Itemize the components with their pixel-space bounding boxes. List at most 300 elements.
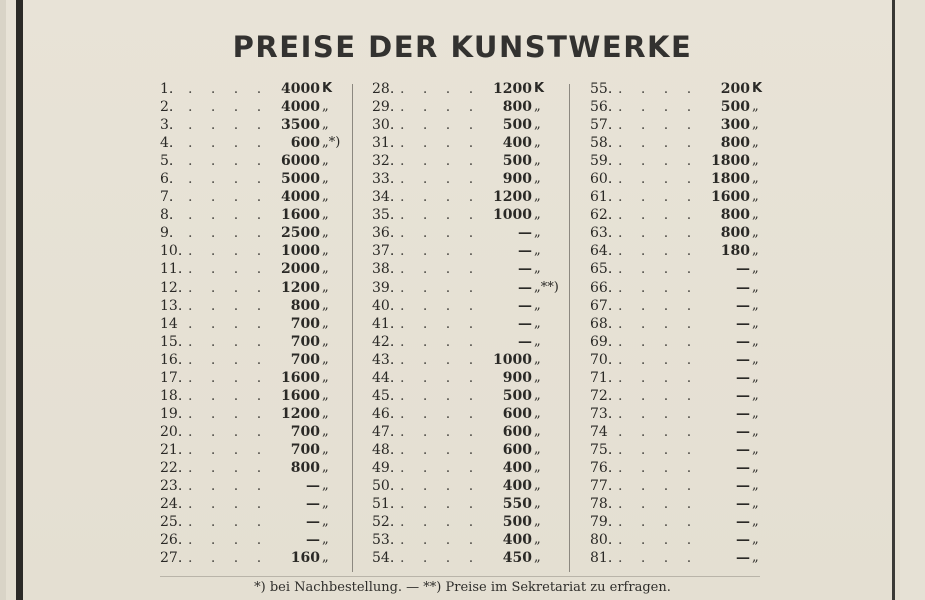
price-row (160, 134, 360, 152)
price-row (372, 297, 572, 315)
artwork-number: 12. (160, 279, 183, 296)
price-row (590, 387, 790, 405)
price-row (372, 369, 572, 387)
leader-dots: . . . . (400, 171, 481, 188)
artwork-number: 33. (372, 171, 395, 188)
artwork-price: 1200 (493, 189, 532, 206)
currency-unit: „ (752, 261, 759, 277)
price-row (160, 98, 360, 116)
artwork-number: 73. (590, 405, 613, 422)
currency-unit: „**) (534, 279, 559, 295)
leader-dots: . . . . (618, 333, 699, 350)
artwork-number: 30. (372, 117, 395, 134)
currency-unit: „ (752, 532, 759, 548)
artwork-number: 22. (160, 459, 183, 476)
price-row (372, 116, 572, 134)
artwork-price: 800 (290, 459, 320, 476)
artwork-number: 39. (372, 279, 395, 296)
currency-unit: „ (322, 279, 329, 295)
artwork-price: 450 (502, 550, 532, 567)
price-row (372, 513, 572, 531)
leader-dots: . . . . (618, 387, 699, 404)
artwork-number: 68. (590, 315, 613, 332)
price-row (160, 260, 360, 278)
price-row (372, 98, 572, 116)
leader-dots: . . . . (618, 81, 699, 97)
currency-unit: „ (534, 153, 541, 169)
artwork-price: 1600 (281, 207, 320, 224)
leader-dots: . . . . (400, 333, 481, 350)
artwork-price: 900 (502, 171, 532, 188)
leader-dots: . . . . (188, 153, 269, 170)
currency-unit: „ (752, 207, 759, 223)
currency-unit: „ (534, 387, 541, 403)
leader-dots: . . . . (400, 81, 481, 97)
leader-dots: . . . . (400, 207, 481, 224)
artwork-price: 160 (290, 550, 320, 567)
artwork-price: — (518, 297, 532, 314)
price-row (590, 333, 790, 351)
currency-unit: „ (322, 333, 329, 349)
artwork-number: 57. (590, 117, 613, 134)
currency-unit: „ (534, 243, 541, 259)
currency-unit: „ (534, 496, 541, 512)
price-row (372, 477, 572, 495)
artwork-number: 44. (372, 369, 395, 386)
page-edge (0, 0, 6, 600)
leader-dots: . . . . (618, 405, 699, 422)
leader-dots: . . . . (618, 135, 699, 152)
currency-unit: „ (534, 333, 541, 349)
artwork-number: 81. (590, 550, 613, 567)
currency-unit: „ (534, 459, 541, 475)
currency-unit: „ (322, 550, 329, 566)
currency-unit: „ (322, 441, 329, 457)
price-row (590, 459, 790, 477)
currency-unit: „ (534, 297, 541, 313)
leader-dots: . . . . (618, 423, 699, 440)
leader-dots: . . . . (188, 117, 269, 134)
currency-unit: „ (534, 532, 541, 548)
artwork-number: 71. (590, 369, 613, 386)
leader-dots: . . . . (618, 261, 699, 278)
leader-dots: . . . . (188, 99, 269, 116)
artwork-number: 24. (160, 496, 183, 513)
artwork-price: 400 (502, 478, 532, 495)
price-row (372, 170, 572, 188)
artwork-price: 600 (502, 405, 532, 422)
artwork-price: 800 (720, 135, 750, 152)
artwork-number: 56. (590, 99, 613, 116)
artwork-price: — (736, 315, 750, 332)
currency-unit: „ (534, 207, 541, 223)
price-row (372, 80, 572, 98)
currency-unit: „ (322, 225, 329, 241)
artwork-number: 75. (590, 441, 613, 458)
artwork-price: 200 (720, 81, 750, 97)
artwork-price: 1600 (281, 369, 320, 386)
leader-dots: . . . . (400, 387, 481, 404)
price-row (372, 387, 572, 405)
price-row (372, 224, 572, 242)
artwork-price: 2000 (281, 261, 320, 278)
artwork-price: — (306, 532, 320, 549)
price-row (372, 405, 572, 423)
leader-dots: . . . . (400, 550, 481, 567)
price-row (590, 170, 790, 188)
price-row (372, 134, 572, 152)
leader-dots: . . . . (188, 333, 269, 350)
artwork-number: 10. (160, 243, 183, 260)
leader-dots: . . . . (188, 550, 269, 567)
price-row (160, 206, 360, 224)
currency-unit: „ (752, 333, 759, 349)
leader-dots: . . . . (400, 532, 481, 549)
artwork-price: — (736, 423, 750, 440)
price-row (160, 369, 360, 387)
artwork-number: 28. (372, 81, 395, 97)
artwork-price: 550 (502, 496, 532, 513)
artwork-price: 500 (502, 514, 532, 531)
currency-unit: „ (322, 189, 329, 205)
artwork-number: 70. (590, 351, 613, 368)
leader-dots: . . . . (188, 441, 269, 458)
currency-unit: K (752, 81, 763, 96)
currency-unit: „ (752, 441, 759, 457)
leader-dots: . . . . (400, 117, 481, 134)
artwork-price: 1200 (493, 81, 532, 97)
leader-dots: . . . . (618, 532, 699, 549)
leader-dots: . . . . (400, 423, 481, 440)
artwork-number: 72. (590, 387, 613, 404)
artwork-number: 49. (372, 459, 395, 476)
price-row (372, 549, 572, 567)
price-column-3 (590, 80, 790, 567)
currency-unit: „ (322, 207, 329, 223)
artwork-number: 46. (372, 405, 395, 422)
leader-dots: . . . . (188, 207, 269, 224)
price-row (372, 206, 572, 224)
price-row (590, 423, 790, 441)
price-row (160, 80, 360, 98)
price-row (160, 224, 360, 242)
footnote: *) bei Nachbestellung. — **) Preise im Sekretariat zu erfragen. (254, 580, 671, 595)
price-row (160, 242, 360, 260)
artwork-number: 40. (372, 297, 395, 314)
currency-unit: „ (752, 351, 759, 367)
artwork-number: 15. (160, 333, 183, 350)
price-row (590, 441, 790, 459)
currency-unit: „ (322, 478, 329, 494)
currency-unit: K (322, 81, 333, 96)
currency-unit: „ (534, 135, 541, 151)
artwork-number: 26. (160, 532, 183, 549)
currency-unit: „ (752, 369, 759, 385)
leader-dots: . . . . (188, 423, 269, 440)
artwork-price: 500 (502, 153, 532, 170)
currency-unit: „ (752, 99, 759, 115)
artwork-number: 69. (590, 333, 613, 350)
artwork-price: 600 (502, 441, 532, 458)
leader-dots: . . . . (618, 225, 699, 242)
artwork-price: 6000 (281, 153, 320, 170)
artwork-price: — (736, 333, 750, 350)
artwork-price: 400 (502, 532, 532, 549)
artwork-price: — (736, 369, 750, 386)
currency-unit: „ (534, 171, 541, 187)
price-row (160, 513, 360, 531)
price-row (590, 188, 790, 206)
artwork-number: 65. (590, 261, 613, 278)
artwork-price: 500 (502, 117, 532, 134)
currency-unit: „ (322, 117, 329, 133)
artwork-price: — (306, 496, 320, 513)
currency-unit: „ (752, 387, 759, 403)
currency-unit: „ (752, 514, 759, 530)
leader-dots: . . . . (618, 315, 699, 332)
currency-unit: „ (534, 423, 541, 439)
currency-unit: „ (322, 387, 329, 403)
artwork-price: 700 (290, 315, 320, 332)
artwork-price: — (518, 333, 532, 350)
leader-dots: . . . . (400, 297, 481, 314)
artwork-price: — (518, 243, 532, 260)
currency-unit: „ (752, 423, 759, 439)
artwork-price: 1800 (711, 171, 750, 188)
artwork-price: 1200 (281, 405, 320, 422)
artwork-number: 79. (590, 514, 613, 531)
leader-dots: . . . . (400, 351, 481, 368)
artwork-number: 3. (160, 117, 174, 134)
currency-unit: „ (322, 261, 329, 277)
leader-dots: . . . . (618, 207, 699, 224)
artwork-price: 900 (502, 369, 532, 386)
left-border-rule (16, 0, 23, 600)
price-row (372, 315, 572, 333)
price-row (590, 549, 790, 567)
price-row (372, 459, 572, 477)
price-row (160, 170, 360, 188)
artwork-number: 9. (160, 225, 174, 242)
artwork-price: — (736, 441, 750, 458)
artwork-price: 3500 (281, 117, 320, 134)
leader-dots: . . . . (400, 189, 481, 206)
price-row (372, 188, 572, 206)
price-row (160, 477, 360, 495)
currency-unit: „ (322, 459, 329, 475)
currency-unit: „ (534, 514, 541, 530)
artwork-price: 1800 (711, 153, 750, 170)
artwork-number: 27. (160, 550, 183, 567)
leader-dots: . . . . (188, 532, 269, 549)
artwork-price: — (736, 297, 750, 314)
artwork-number: 16. (160, 351, 183, 368)
artwork-price: 2500 (281, 225, 320, 242)
artwork-price: 1000 (493, 207, 532, 224)
artwork-price: 700 (290, 351, 320, 368)
artwork-number: 14 (160, 315, 178, 332)
leader-dots: . . . . (618, 478, 699, 495)
artwork-price: — (736, 261, 750, 278)
page-title: PREISE DER KUNSTWERKE (232, 30, 693, 64)
price-row (590, 351, 790, 369)
currency-unit: „ (752, 117, 759, 133)
leader-dots: . . . . (618, 171, 699, 188)
price-row (372, 441, 572, 459)
artwork-number: 37. (372, 243, 395, 260)
price-row (160, 549, 360, 567)
currency-unit: „ (322, 423, 329, 439)
artwork-number: 62. (590, 207, 613, 224)
currency-unit: „ (322, 297, 329, 313)
artwork-number: 55. (590, 81, 613, 97)
currency-unit: „ (752, 189, 759, 205)
price-row (160, 116, 360, 134)
leader-dots: . . . . (188, 496, 269, 513)
artwork-number: 20. (160, 423, 183, 440)
artwork-number: 64. (590, 243, 613, 260)
leader-dots: . . . . (188, 279, 269, 296)
price-row (160, 315, 360, 333)
price-row (590, 224, 790, 242)
price-row (590, 369, 790, 387)
artwork-number: 11. (160, 261, 183, 278)
artwork-number: 29. (372, 99, 395, 116)
currency-unit: „ (322, 315, 329, 331)
artwork-price: 800 (290, 297, 320, 314)
leader-dots: . . . . (618, 243, 699, 260)
leader-dots: . . . . (400, 405, 481, 422)
artwork-price: — (736, 387, 750, 404)
leader-dots: . . . . (188, 478, 269, 495)
leader-dots: . . . . (618, 550, 699, 567)
price-row (372, 351, 572, 369)
artwork-price: — (736, 478, 750, 495)
leader-dots: . . . . (400, 243, 481, 260)
leader-dots: . . . . (618, 351, 699, 368)
artwork-price: 1000 (493, 351, 532, 368)
leader-dots: . . . . (188, 135, 269, 152)
artwork-number: 35. (372, 207, 395, 224)
price-row (160, 188, 360, 206)
artwork-number: 41. (372, 315, 395, 332)
artwork-price: 1600 (281, 387, 320, 404)
leader-dots: . . . . (618, 189, 699, 206)
artwork-number: 47. (372, 423, 395, 440)
artwork-price: — (736, 496, 750, 513)
artwork-number: 18. (160, 387, 183, 404)
leader-dots: . . . . (188, 225, 269, 242)
currency-unit: „ (534, 225, 541, 241)
artwork-price: — (518, 315, 532, 332)
currency-unit: „ (752, 315, 759, 331)
currency-unit: „ (322, 514, 329, 530)
currency-unit: „ (322, 496, 329, 512)
artwork-number: 31. (372, 135, 395, 152)
artwork-number: 2. (160, 99, 174, 116)
artwork-price: — (518, 261, 532, 278)
artwork-number: 53. (372, 532, 395, 549)
artwork-price: — (736, 279, 750, 296)
artwork-number: 34. (372, 189, 395, 206)
price-column-2 (372, 80, 572, 567)
artwork-number: 52. (372, 514, 395, 531)
artwork-price: 500 (720, 99, 750, 116)
currency-unit: „ (752, 225, 759, 241)
artwork-number: 7. (160, 189, 174, 206)
artwork-price: 600 (290, 135, 320, 152)
artwork-number: 60. (590, 171, 613, 188)
artwork-number: 23. (160, 478, 183, 495)
leader-dots: . . . . (400, 514, 481, 531)
artwork-number: 50. (372, 478, 395, 495)
price-row (590, 297, 790, 315)
currency-unit: „ (534, 369, 541, 385)
price-row (590, 531, 790, 549)
currency-unit: „ (752, 459, 759, 475)
artwork-price: 500 (502, 387, 532, 404)
currency-unit: „ (752, 135, 759, 151)
currency-unit: „ (534, 441, 541, 457)
artwork-number: 43. (372, 351, 395, 368)
leader-dots: . . . . (188, 171, 269, 188)
price-row (372, 333, 572, 351)
currency-unit: „ (752, 171, 759, 187)
artwork-price: 300 (720, 117, 750, 134)
artwork-price: 4000 (281, 189, 320, 206)
leader-dots: . . . . (400, 315, 481, 332)
leader-dots: . . . . (618, 441, 699, 458)
leader-dots: . . . . (400, 261, 481, 278)
price-row (372, 242, 572, 260)
leader-dots: . . . . (618, 117, 699, 134)
artwork-price: — (306, 478, 320, 495)
leader-dots: . . . . (400, 459, 481, 476)
artwork-price: — (736, 459, 750, 476)
currency-unit: „ (534, 478, 541, 494)
leader-dots: . . . . (400, 135, 481, 152)
artwork-number: 66. (590, 279, 613, 296)
currency-unit: „ (322, 405, 329, 421)
artwork-number: 54. (372, 550, 395, 567)
artwork-number: 51. (372, 496, 395, 513)
artwork-price: 4000 (281, 81, 320, 97)
price-row (590, 279, 790, 297)
artwork-number: 61. (590, 189, 613, 206)
currency-unit: K (534, 81, 545, 96)
currency-unit: „ (322, 369, 329, 385)
artwork-price: — (736, 550, 750, 567)
artwork-price: 1600 (711, 189, 750, 206)
artwork-number: 17. (160, 369, 183, 386)
leader-dots: . . . . (618, 369, 699, 386)
artwork-price: — (736, 351, 750, 368)
price-row (372, 495, 572, 513)
price-row (372, 423, 572, 441)
artwork-number: 6. (160, 171, 174, 188)
currency-unit: „*) (322, 135, 341, 151)
currency-unit: „ (322, 532, 329, 548)
leader-dots: . . . . (188, 315, 269, 332)
artwork-price: 5000 (281, 171, 320, 188)
artwork-price: — (518, 279, 532, 296)
price-row (590, 495, 790, 513)
price-row (372, 531, 572, 549)
artwork-number: 38. (372, 261, 395, 278)
artwork-price: 800 (720, 225, 750, 242)
currency-unit: „ (534, 261, 541, 277)
leader-dots: . . . . (400, 478, 481, 495)
